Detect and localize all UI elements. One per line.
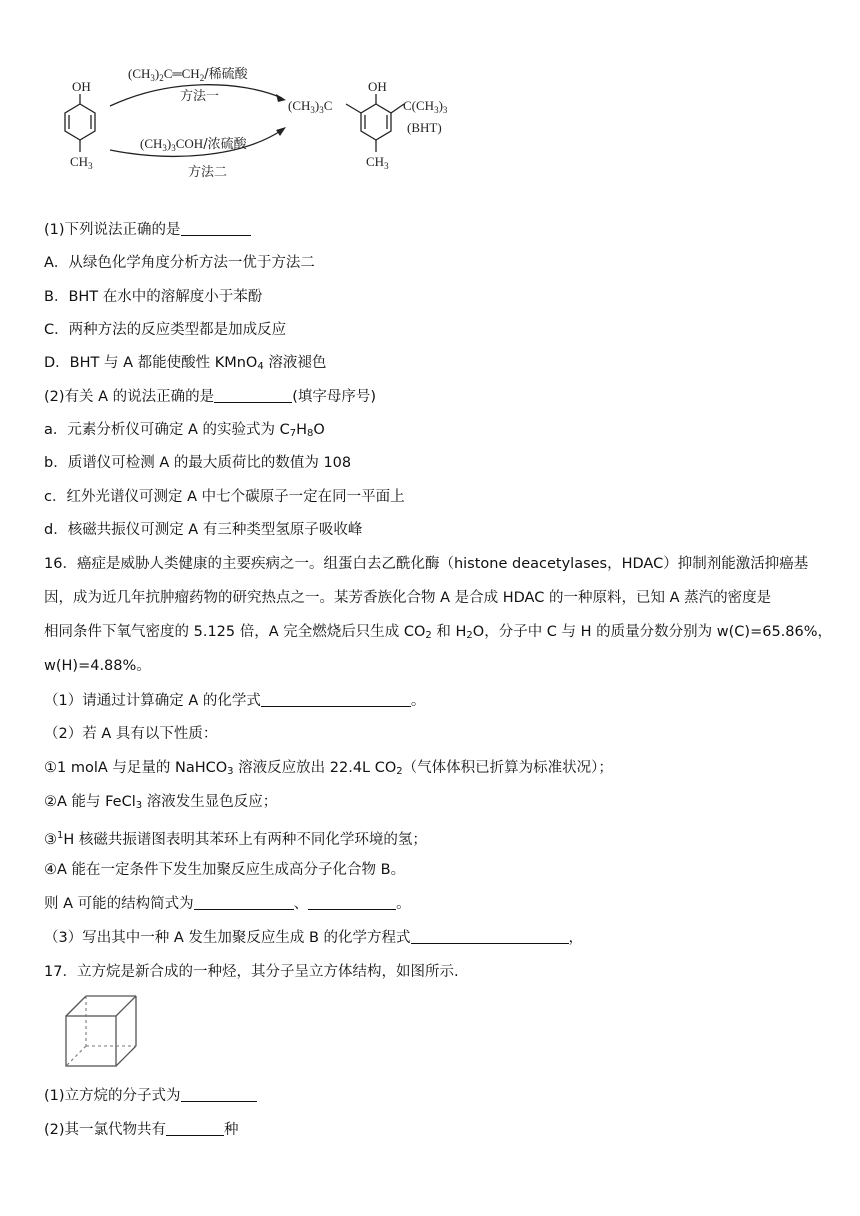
method1-arrowhead bbox=[276, 94, 286, 102]
method2-label: 方法二 bbox=[188, 165, 228, 180]
method1-label: 方法一 bbox=[180, 89, 220, 104]
q15-a-o: O bbox=[313, 422, 325, 438]
reactant-oh-label: OH bbox=[72, 79, 91, 94]
q16-c3-pre: ③ bbox=[44, 832, 57, 848]
q16-part2: （2）若 A 具有以下性质： bbox=[44, 726, 218, 742]
q16-c1-post: （气体体积已折算为标准状况）； bbox=[402, 760, 613, 776]
q15-option-d-post: 溶液褪色 bbox=[263, 355, 327, 371]
q15-option-c: C．两种方法的反应类型都是加成反应 bbox=[44, 322, 287, 338]
q15-option-a: A．从绿色化学角度分析方法一优于方法二 bbox=[44, 255, 315, 271]
q16-condition3 bbox=[44, 826, 427, 850]
q15-option-d bbox=[44, 353, 326, 377]
q16-c1-sub2: 2 bbox=[396, 766, 403, 777]
q15-part2-text: (2)有关 A 的说法正确的是 bbox=[44, 389, 215, 405]
answer-blank[interactable] bbox=[166, 1120, 224, 1136]
q16-part3-end: ， bbox=[568, 930, 584, 946]
q16-part3 bbox=[44, 928, 583, 948]
q15-part1-text: (1)下列说法正确的是 bbox=[44, 222, 181, 238]
q16-structures bbox=[44, 894, 411, 914]
q16-c1-mid: 溶液反应放出 22.4L CO bbox=[233, 760, 397, 776]
q16-sep: 、 bbox=[293, 896, 309, 912]
q16-c1-sub: 3 bbox=[227, 766, 234, 777]
q15-part2 bbox=[44, 387, 376, 407]
q17-part1 bbox=[44, 1086, 257, 1106]
q15-option-c-lower: c．红外光谱仪可测定 A 中七个碳原子一定在同一平面上 bbox=[44, 489, 405, 505]
q16-part1-end: 。 bbox=[410, 693, 426, 709]
product-oh-label: OH bbox=[368, 79, 387, 94]
q15-part1 bbox=[44, 220, 251, 240]
q16-stem-line3 bbox=[44, 622, 832, 646]
q17-stem: 17．立方烷是新合成的一种烃，其分子呈立方体结构，如图所示. bbox=[44, 964, 459, 980]
answer-blank[interactable] bbox=[181, 1086, 257, 1102]
q16-c2-post: 溶液发生显色反应； bbox=[142, 794, 278, 810]
product-ch3-label: $CH_3$ bbox=[366, 154, 389, 171]
q16-l3-mid: 和 H bbox=[431, 624, 467, 640]
q15-option-d-sub: 4 bbox=[257, 361, 264, 372]
q16-part3-text: （3）写出其中一种 A 发生加聚反应生成 B 的化学方程式 bbox=[44, 930, 411, 946]
q16-stem-line2: 因，成为近几年抗肿瘤药物的研究热点之一。某芳香族化合物 A 是合成 HDAC 的一种原料，已知 A 蒸汽的密度是 bbox=[44, 590, 772, 606]
answer-blank[interactable] bbox=[261, 691, 411, 707]
q17-part2 bbox=[44, 1120, 239, 1140]
answer-blank[interactable] bbox=[181, 220, 251, 236]
q16-c3-sup: 1 bbox=[57, 830, 64, 841]
reactant-ch3-label: $CH_3$ bbox=[70, 154, 93, 171]
q16-c2-sub: 3 bbox=[135, 800, 143, 811]
method2-reagent: $(CH_3)_3COH/$浓硫酸 bbox=[140, 136, 247, 153]
q15-option-d-pre: D．BHT 与 A 都能使酸性 KMnO bbox=[44, 355, 258, 371]
bht-synthesis-scheme bbox=[50, 58, 490, 188]
q16-c1-pre: ①1 molA 与足量的 NaHCO bbox=[44, 760, 228, 776]
q16-l3-sub-a: 2 bbox=[425, 630, 432, 641]
p-cresol-structure bbox=[65, 94, 95, 152]
product-left-group: $(CH_3)_3C$ bbox=[288, 98, 333, 115]
q16-part1 bbox=[44, 691, 425, 711]
q16-stem-line1: 16．癌症是威胁人类健康的主要疾病之一。组蛋白去乙酰化酶（histone deacetylases，HDAC）抑制剂能激活抑癌基 bbox=[44, 556, 809, 572]
q15-option-b-lower: b．质谱仪可检测 A 的最大质荷比的数值为 108 bbox=[44, 455, 352, 471]
answer-blank[interactable] bbox=[214, 387, 292, 403]
q17-part1-text: (1)立方烷的分子式为 bbox=[44, 1088, 181, 1104]
q16-c3-post: H 核磁共振谱图表明其苯环上有两种不同化学环境的氢； bbox=[63, 832, 427, 848]
q15-a-sub2: 8 bbox=[307, 428, 314, 439]
q17-part2-text: (2)其一氯代物共有 bbox=[44, 1122, 167, 1138]
q16-c2-pre: ②A 能与 FeCl bbox=[44, 794, 136, 810]
method2-arrowhead bbox=[276, 127, 286, 136]
answer-blank[interactable] bbox=[194, 894, 294, 910]
q15-a-sub1: 7 bbox=[289, 428, 297, 439]
answer-blank[interactable] bbox=[308, 894, 396, 910]
q16-l3-sub-b: 2 bbox=[466, 630, 473, 641]
q15-part2-tail: (填字母序号) bbox=[292, 389, 377, 405]
method1-reagent: $(CH_3)_2C═CH_2/$稀硫酸 bbox=[128, 66, 248, 83]
q15-option-a-lower bbox=[44, 420, 325, 444]
product-right-group: $C(CH_3)_3$ bbox=[403, 98, 448, 115]
q16-then-text: 则 A 可能的结构简式为 bbox=[44, 896, 194, 912]
cubane-cube-figure bbox=[60, 990, 142, 1072]
q16-l3-post: O，分子中 C 与 H 的质量分数分别为 w(C)=65.86%， bbox=[472, 624, 833, 640]
q16-condition4: ④A 能在一定条件下发生加聚反应生成高分子化合物 B。 bbox=[44, 862, 406, 878]
q16-end: 。 bbox=[396, 896, 411, 912]
answer-blank[interactable] bbox=[411, 928, 569, 944]
q15-option-b: B．BHT 在水中的溶解度小于苯酚 bbox=[44, 289, 263, 305]
q15-option-d-lower: d．核磁共振仪可测定 A 有三种类型氢原子吸收峰 bbox=[44, 522, 363, 538]
q15-a-h: H bbox=[296, 422, 308, 438]
q17-part2-end: 种 bbox=[224, 1122, 239, 1138]
q15-a-pre: a．元素分析仪可确定 A 的实验式为 C bbox=[44, 422, 290, 438]
q16-condition2 bbox=[44, 792, 277, 816]
product-name-bht: (BHT) bbox=[407, 120, 442, 135]
q16-part1-text: （1）请通过计算确定 A 的化学式 bbox=[44, 693, 261, 709]
q16-condition1 bbox=[44, 758, 613, 782]
bht-structure bbox=[346, 94, 404, 152]
q16-stem-line4: w(H)=4.88%。 bbox=[44, 658, 151, 674]
q16-l3-pre: 相同条件下氧气密度的 5.125 倍，A 完全燃烧后只生成 CO bbox=[44, 624, 426, 640]
